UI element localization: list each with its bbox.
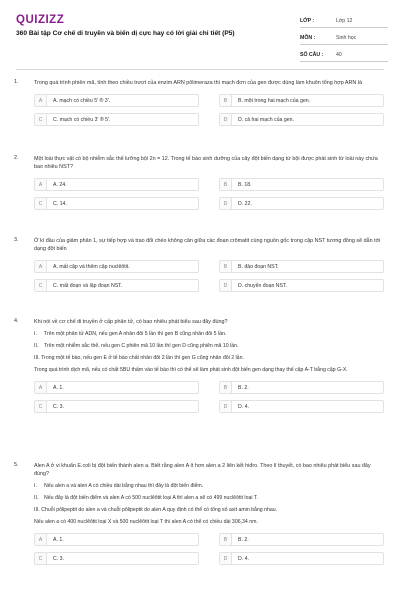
answer-option-d[interactable] [219, 279, 384, 292]
meta-label: MÔN : [300, 35, 316, 41]
option-letter: B [220, 382, 232, 393]
option-letter: A [35, 382, 47, 393]
statement-4 [34, 366, 386, 374]
option-letter: C [35, 280, 47, 291]
statement-1 [34, 482, 386, 490]
option-text: D. chuyển đoạn NST. [238, 282, 288, 289]
statement-text: Trên một nhiễm sắc thể, nếu gen C phiên mã 10 lần thì gen D cũng phiên mã 10 lần. [44, 343, 239, 349]
option-text: A. 24. [53, 181, 67, 188]
answer-option-c[interactable] [34, 197, 199, 210]
option-letter: B [220, 95, 232, 106]
meta-value: Sinh học [336, 35, 357, 41]
statement-text: Nếu alen a và alen A có chiều dài bằng nhau thì đây là đột biến điểm. [44, 483, 204, 489]
question-text: Một loài thực vật có bộ nhiễm sắc thể lưỡng bội 2n = 12. Trong tế bào sinh dưỡng của cây đột biến dạng tứ bội được phát sinh từ loài này chứa bao nhiêu NST? [34, 156, 378, 170]
answer-option-d[interactable] [219, 113, 384, 126]
statement-label: I. [34, 331, 37, 337]
answer-option-c[interactable] [34, 552, 199, 565]
question-3 [14, 237, 386, 292]
answer-option-a[interactable] [34, 94, 199, 107]
option-text: C. mạch có chiều 3' ® 5'. [53, 116, 111, 123]
statement-text: Trên một phân tử ADN, nếu gen A nhân đôi 5 lần thì gen B cũng nhân đôi 5 lần. [44, 331, 227, 337]
option-text: C. 14. [53, 200, 67, 207]
answer-option-b[interactable] [219, 260, 384, 273]
option-letter: A [35, 95, 47, 106]
question-1 [14, 79, 386, 126]
header-divider [16, 69, 384, 70]
answer-options [34, 94, 386, 126]
answer-option-a[interactable] [34, 381, 199, 394]
answer-options [34, 178, 386, 210]
statement-1 [34, 330, 386, 338]
statement-3 [34, 506, 386, 514]
answer-option-b[interactable] [219, 94, 384, 107]
option-text: D. 4. [238, 403, 249, 410]
question-4 [14, 318, 386, 413]
question-5 [14, 462, 386, 565]
answer-option-b[interactable] [219, 178, 384, 191]
statement-text: Trong quá trình dịch mã, nếu có chất 5BU thấm vào tế bào thì có thể sẽ làm phát sinh đột biến gen dạng thay thế cặp A-T bằng cặp G-X. [34, 367, 348, 373]
meta-row-count [300, 45, 388, 62]
question-text: Alen A ở vi khuẩn E.coli bị đột biến thành alen a. Biết rằng alen A ít hơn alen a 2 liên kết hiđro. Theo lí thuyết, có bao nhiêu phát biểu sau đây đúng? [34, 463, 371, 477]
option-text: A. mạch có chiều 5' ® 3'. [53, 97, 111, 104]
quizizz-logo: QUIZIZZ [16, 14, 65, 26]
option-letter: C [35, 114, 47, 125]
option-letter: A [35, 534, 47, 545]
option-letter: C [35, 401, 47, 412]
statement-text: III. Trong một tế bào, nếu gen E ở tế bào chất nhân đôi 2 lần thì gen G cũng nhân đôi 2 lần. [34, 355, 244, 361]
question-text: Trong quá trình phiên mã, tính theo chiều trượt của enzim ARN pôlimeraza thì mạch đơn của gen được dùng làm khuôn tổng hợp ARN là [34, 80, 363, 86]
option-letter: D [220, 114, 232, 125]
question-number: 2. [14, 155, 19, 161]
statement-text: Nếu alen a có 400 nuclêôtit loại X và 500 nuclêôtit loại T thì alen A có thể có chiều dài 306,34 nm. [34, 519, 258, 525]
option-letter: C [35, 198, 47, 209]
meta-label: SỐ CÂU : [300, 52, 324, 58]
option-text: A. 1. [53, 536, 64, 543]
document-title: 360 Bài tập Cơ chế di truyền và biến dị cực hay có lời giải chi tiết (P5) [16, 30, 235, 37]
answer-option-d[interactable] [219, 197, 384, 210]
option-letter: D [220, 280, 232, 291]
option-letter: D [220, 553, 232, 564]
statement-label: I. [34, 483, 37, 489]
option-text: A. 1. [53, 384, 64, 391]
meta-value: 40 [336, 52, 342, 58]
option-text: D. 4. [238, 555, 249, 562]
meta-table [300, 11, 388, 62]
statement-text: Nếu đây là đột biến điểm và alen A có 500 nuclêôtit loại A thì alen a sẽ có 499 nuclêôtit loại T. [44, 495, 258, 501]
option-text: D. 22. [238, 200, 252, 207]
meta-label: LỚP : [300, 18, 315, 24]
answer-options [34, 381, 386, 413]
statement-label: II. [34, 495, 39, 501]
option-text: C. mất đoạn và lặp đoạn NST. [53, 282, 123, 289]
option-text: C. 3. [53, 555, 64, 562]
question-number: 4. [14, 318, 19, 324]
statement-4 [34, 518, 386, 526]
option-letter: A [35, 261, 47, 272]
meta-row-class [300, 11, 388, 28]
meta-row-subject [300, 28, 388, 45]
question-number: 5. [14, 462, 19, 468]
answer-option-d[interactable] [219, 552, 384, 565]
answer-options [34, 533, 386, 565]
question-text: Khi nói về cơ chế di truyền ở cấp phân tử, có bao nhiêu phát biểu sau đây đúng? [34, 319, 228, 325]
meta-value: Lớp 12 [336, 18, 353, 24]
answer-option-b[interactable] [219, 381, 384, 394]
answer-options [34, 260, 386, 292]
question-number: 3. [14, 237, 19, 243]
option-text: D. cả hai mạch của gen. [238, 116, 294, 123]
option-text: B. 2. [238, 536, 249, 543]
answer-option-a[interactable] [34, 260, 199, 273]
option-letter: D [220, 198, 232, 209]
option-text: B. đảo đoạn NST. [238, 263, 279, 270]
question-number: 1. [14, 79, 19, 85]
option-letter: D [220, 401, 232, 412]
option-letter: B [220, 179, 232, 190]
answer-option-c[interactable] [34, 113, 199, 126]
option-text: B. một trong hai mạch của gen. [238, 97, 311, 104]
statement-2 [34, 494, 386, 502]
option-text: B. 18. [238, 181, 252, 188]
option-letter: A [35, 179, 47, 190]
option-letter: B [220, 261, 232, 272]
answer-option-a[interactable] [34, 178, 199, 191]
statement-label: II. [34, 343, 39, 349]
option-letter: B [220, 534, 232, 545]
question-2 [14, 155, 386, 210]
statement-2 [34, 342, 386, 350]
option-text: B. 2. [238, 384, 249, 391]
option-text: A. mất cặp và thêm cặp nuclêôtit. [53, 263, 130, 270]
answer-option-c[interactable] [34, 400, 199, 413]
question-text: Ở kì đầu của giảm phân 1, sự tiếp hợp và trao đổi chéo không cân giữa các đoạn crômatit cùng nguồn gốc trong cặp NST tương đồng sẽ dẫn tới dạng đột biến [34, 238, 381, 252]
answer-option-b[interactable] [219, 533, 384, 546]
option-letter: C [35, 553, 47, 564]
statement-text: III. Chuỗi pôlipeptit do alen a và chuỗi pôlipeptit do alen A quy định có thể có tổng số axit amin bằng nhau. [34, 507, 278, 513]
answer-option-a[interactable] [34, 533, 199, 546]
statement-3 [34, 354, 386, 362]
answer-option-c[interactable] [34, 279, 199, 292]
document-header [0, 0, 400, 66]
option-text: C. 3. [53, 403, 64, 410]
answer-option-d[interactable] [219, 400, 384, 413]
